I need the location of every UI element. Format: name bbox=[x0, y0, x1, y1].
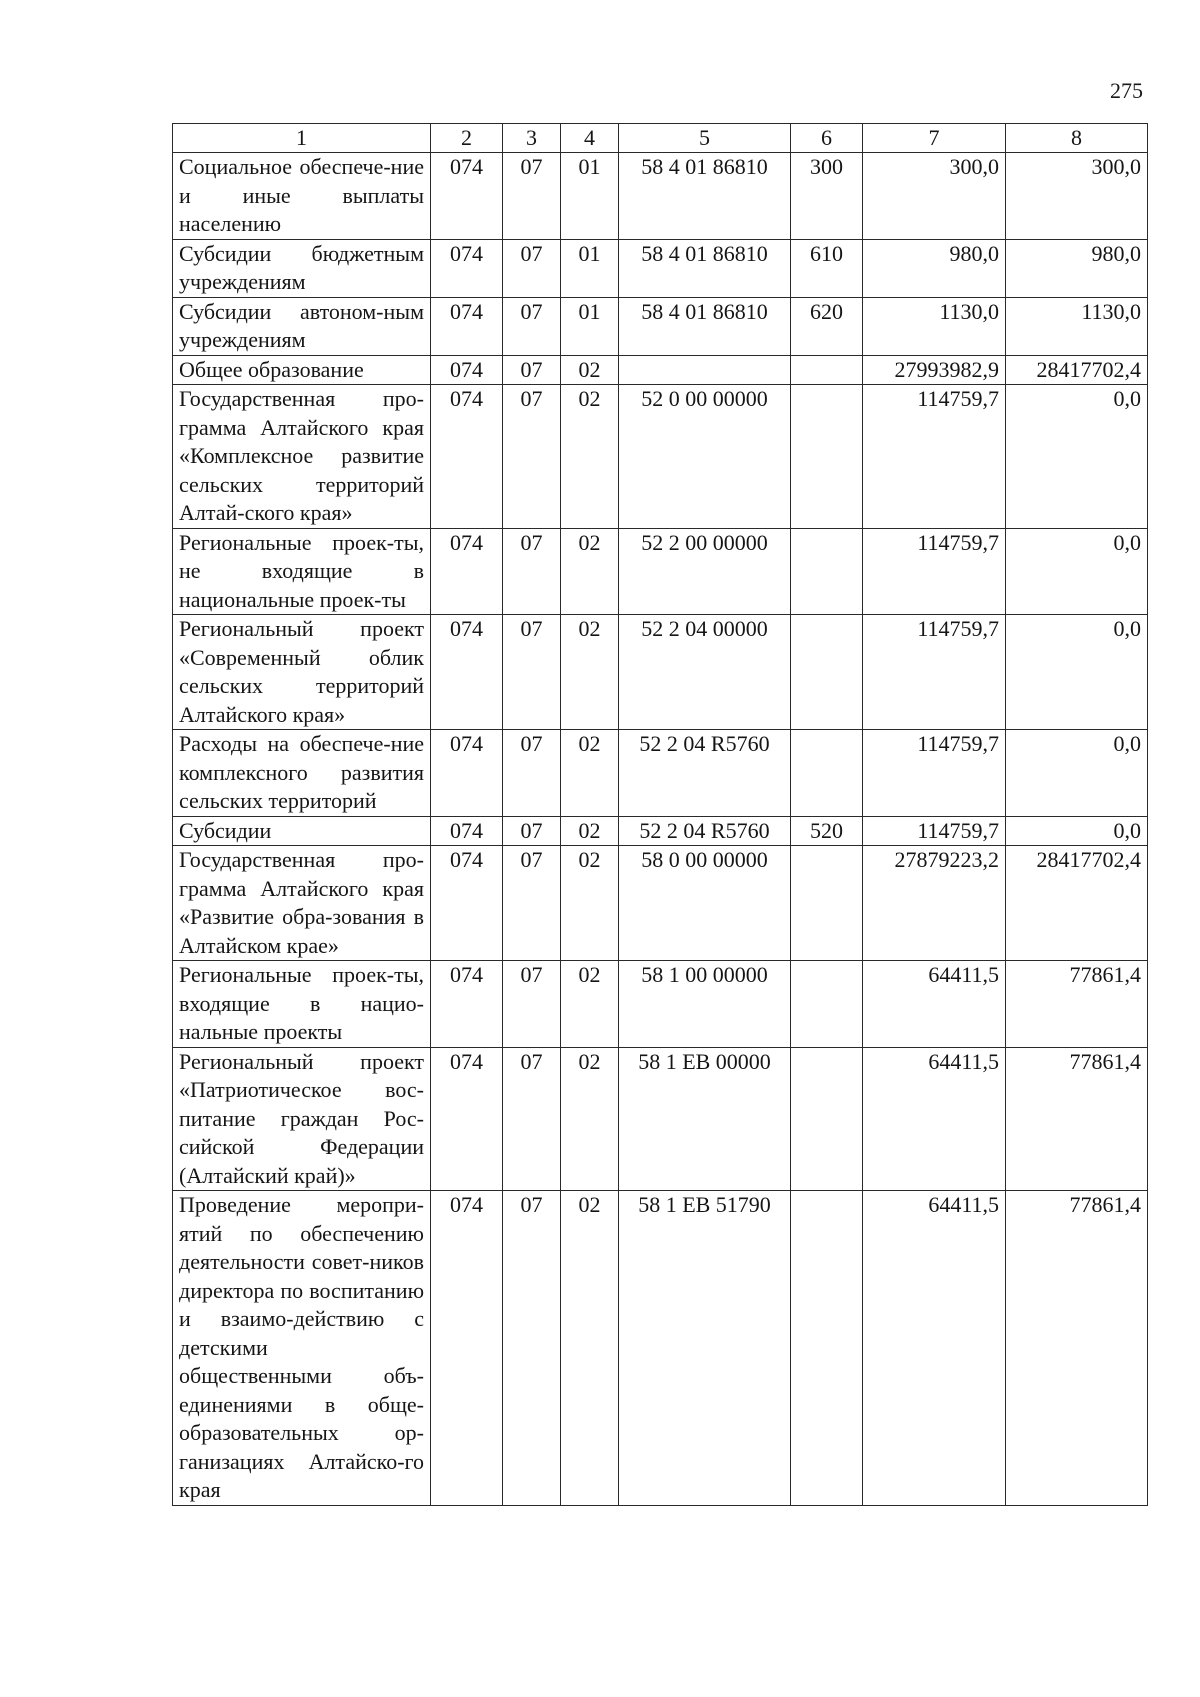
row-section-cell: 07 bbox=[503, 355, 561, 385]
row-target-article-cell: 52 2 04 R5760 bbox=[619, 816, 791, 846]
row-amount-col7-cell: 64411,5 bbox=[863, 1047, 1006, 1191]
row-section-cell: 07 bbox=[503, 1191, 561, 1506]
row-name-cell: Региональные проек-ты, не входящие в национальные проек-ты bbox=[173, 528, 431, 615]
row-target-article-cell bbox=[619, 355, 791, 385]
row-amount-col7-cell: 1130,0 bbox=[863, 297, 1006, 355]
table-row bbox=[173, 816, 1148, 846]
row-amount-col8-cell: 28417702,4 bbox=[1006, 846, 1148, 961]
row-section-cell: 07 bbox=[503, 730, 561, 817]
row-name-cell: Социальное обеспече-ние и иные выплаты населению bbox=[173, 153, 431, 240]
table-row bbox=[173, 1191, 1148, 1506]
row-target-article-cell: 52 2 00 00000 bbox=[619, 528, 791, 615]
table-row bbox=[173, 528, 1148, 615]
row-admin-code-cell: 074 bbox=[431, 385, 503, 529]
row-subsection-cell: 02 bbox=[561, 846, 619, 961]
table-row bbox=[173, 730, 1148, 817]
row-expense-type-cell bbox=[791, 355, 863, 385]
row-expense-type-cell: 610 bbox=[791, 239, 863, 297]
page-number: 275 bbox=[1110, 78, 1143, 103]
row-section-cell: 07 bbox=[503, 1047, 561, 1191]
row-name-cell: Субсидии автоном-ным учреждениям bbox=[173, 297, 431, 355]
table-row bbox=[173, 1047, 1148, 1191]
row-subsection-cell: 02 bbox=[561, 1191, 619, 1506]
header-cell: 2 bbox=[431, 124, 503, 153]
row-subsection-cell: 02 bbox=[561, 961, 619, 1048]
row-admin-code-cell: 074 bbox=[431, 961, 503, 1048]
table-row bbox=[173, 239, 1148, 297]
row-target-article-cell: 58 0 00 00000 bbox=[619, 846, 791, 961]
row-section-cell: 07 bbox=[503, 239, 561, 297]
table-row bbox=[173, 846, 1148, 961]
row-amount-col8-cell: 77861,4 bbox=[1006, 1191, 1148, 1506]
row-expense-type-cell: 300 bbox=[791, 153, 863, 240]
row-admin-code-cell: 074 bbox=[431, 528, 503, 615]
row-target-article-cell: 58 1 EB 51790 bbox=[619, 1191, 791, 1506]
header-cell: 3 bbox=[503, 124, 561, 153]
row-section-cell: 07 bbox=[503, 961, 561, 1048]
row-expense-type-cell bbox=[791, 385, 863, 529]
row-admin-code-cell: 074 bbox=[431, 239, 503, 297]
row-target-article-cell: 58 4 01 86810 bbox=[619, 153, 791, 240]
row-name-cell: Субсидии bbox=[173, 816, 431, 846]
row-amount-col8-cell: 980,0 bbox=[1006, 239, 1148, 297]
row-section-cell: 07 bbox=[503, 528, 561, 615]
row-admin-code-cell: 074 bbox=[431, 615, 503, 730]
row-admin-code-cell: 074 bbox=[431, 297, 503, 355]
header-cell: 5 bbox=[619, 124, 791, 153]
row-section-cell: 07 bbox=[503, 297, 561, 355]
row-admin-code-cell: 074 bbox=[431, 730, 503, 817]
header-cell: 1 bbox=[173, 124, 431, 153]
table-row bbox=[173, 355, 1148, 385]
row-expense-type-cell: 520 bbox=[791, 816, 863, 846]
row-amount-col7-cell: 980,0 bbox=[863, 239, 1006, 297]
row-admin-code-cell: 074 bbox=[431, 1191, 503, 1506]
row-section-cell: 07 bbox=[503, 846, 561, 961]
table-header-row bbox=[173, 124, 1148, 153]
table-row bbox=[173, 153, 1148, 240]
row-amount-col8-cell: 77861,4 bbox=[1006, 961, 1148, 1048]
row-subsection-cell: 02 bbox=[561, 730, 619, 817]
row-name-cell: Государственная про-грамма Алтайского края «Комплексное развитие сельских территорий Алтай-ского края» bbox=[173, 385, 431, 529]
row-amount-col8-cell: 0,0 bbox=[1006, 528, 1148, 615]
header-cell: 4 bbox=[561, 124, 619, 153]
row-amount-col7-cell: 114759,7 bbox=[863, 816, 1006, 846]
row-expense-type-cell bbox=[791, 1047, 863, 1191]
row-amount-col7-cell: 64411,5 bbox=[863, 1191, 1006, 1506]
row-amount-col7-cell: 114759,7 bbox=[863, 528, 1006, 615]
header-cell: 7 bbox=[863, 124, 1006, 153]
row-amount-col7-cell: 27993982,9 bbox=[863, 355, 1006, 385]
row-name-cell: Региональные проек-ты, входящие в нацио-нальные проекты bbox=[173, 961, 431, 1048]
row-amount-col8-cell: 0,0 bbox=[1006, 615, 1148, 730]
row-amount-col7-cell: 27879223,2 bbox=[863, 846, 1006, 961]
row-amount-col8-cell: 77861,4 bbox=[1006, 1047, 1148, 1191]
row-amount-col8-cell: 300,0 bbox=[1006, 153, 1148, 240]
row-target-article-cell: 58 4 01 86810 bbox=[619, 297, 791, 355]
row-section-cell: 07 bbox=[503, 816, 561, 846]
row-admin-code-cell: 074 bbox=[431, 1047, 503, 1191]
row-subsection-cell: 02 bbox=[561, 385, 619, 529]
row-amount-col8-cell: 0,0 bbox=[1006, 816, 1148, 846]
row-amount-col7-cell: 114759,7 bbox=[863, 615, 1006, 730]
row-expense-type-cell bbox=[791, 1191, 863, 1506]
row-target-article-cell: 52 2 04 R5760 bbox=[619, 730, 791, 817]
row-target-article-cell: 58 4 01 86810 bbox=[619, 239, 791, 297]
row-target-article-cell: 58 1 EB 00000 bbox=[619, 1047, 791, 1191]
row-target-article-cell: 58 1 00 00000 bbox=[619, 961, 791, 1048]
row-expense-type-cell bbox=[791, 846, 863, 961]
row-amount-col8-cell: 0,0 bbox=[1006, 385, 1148, 529]
row-subsection-cell: 01 bbox=[561, 297, 619, 355]
table-body bbox=[173, 153, 1148, 1506]
row-amount-col7-cell: 114759,7 bbox=[863, 730, 1006, 817]
row-amount-col7-cell: 114759,7 bbox=[863, 385, 1006, 529]
row-section-cell: 07 bbox=[503, 153, 561, 240]
row-name-cell: Государственная про-грамма Алтайского края «Развитие обра-зования в Алтайском крае» bbox=[173, 846, 431, 961]
table-row bbox=[173, 961, 1148, 1048]
row-subsection-cell: 01 bbox=[561, 153, 619, 240]
row-expense-type-cell: 620 bbox=[791, 297, 863, 355]
row-subsection-cell: 02 bbox=[561, 355, 619, 385]
table-row bbox=[173, 615, 1148, 730]
row-amount-col8-cell: 28417702,4 bbox=[1006, 355, 1148, 385]
row-expense-type-cell bbox=[791, 528, 863, 615]
header-cell: 8 bbox=[1006, 124, 1148, 153]
row-amount-col8-cell: 1130,0 bbox=[1006, 297, 1148, 355]
row-expense-type-cell bbox=[791, 961, 863, 1048]
row-target-article-cell: 52 2 04 00000 bbox=[619, 615, 791, 730]
row-amount-col8-cell: 0,0 bbox=[1006, 730, 1148, 817]
row-name-cell: Региональный проект «Современный облик сельских территорий Алтайского края» bbox=[173, 615, 431, 730]
row-subsection-cell: 01 bbox=[561, 239, 619, 297]
row-expense-type-cell bbox=[791, 615, 863, 730]
row-subsection-cell: 02 bbox=[561, 1047, 619, 1191]
row-subsection-cell: 02 bbox=[561, 528, 619, 615]
row-section-cell: 07 bbox=[503, 385, 561, 529]
row-subsection-cell: 02 bbox=[561, 615, 619, 730]
row-amount-col7-cell: 300,0 bbox=[863, 153, 1006, 240]
row-name-cell: Субсидии бюджетным учреждениям bbox=[173, 239, 431, 297]
row-name-cell: Региональный проект «Патриотическое вос-питание граждан Рос-сийской Федерации (Алтайский край)» bbox=[173, 1047, 431, 1191]
row-admin-code-cell: 074 bbox=[431, 846, 503, 961]
row-subsection-cell: 02 bbox=[561, 816, 619, 846]
row-expense-type-cell bbox=[791, 730, 863, 817]
header-cell: 6 bbox=[791, 124, 863, 153]
table-row bbox=[173, 297, 1148, 355]
row-section-cell: 07 bbox=[503, 615, 561, 730]
table-row bbox=[173, 385, 1148, 529]
row-admin-code-cell: 074 bbox=[431, 355, 503, 385]
row-name-cell: Проведение меропри-ятий по обеспечению деятельности совет-ников директора по воспитанию и взаимо-действию с детскими общественными объ-единениями в обще-образовательных ор-ганизациях Алтайско-го края bbox=[173, 1191, 431, 1506]
row-amount-col7-cell: 64411,5 bbox=[863, 961, 1006, 1048]
row-admin-code-cell: 074 bbox=[431, 816, 503, 846]
row-admin-code-cell: 074 bbox=[431, 153, 503, 240]
budget-table bbox=[172, 123, 1148, 1506]
row-target-article-cell: 52 0 00 00000 bbox=[619, 385, 791, 529]
row-name-cell: Общее образование bbox=[173, 355, 431, 385]
row-name-cell: Расходы на обеспече-ние комплексного развития сельских территорий bbox=[173, 730, 431, 817]
